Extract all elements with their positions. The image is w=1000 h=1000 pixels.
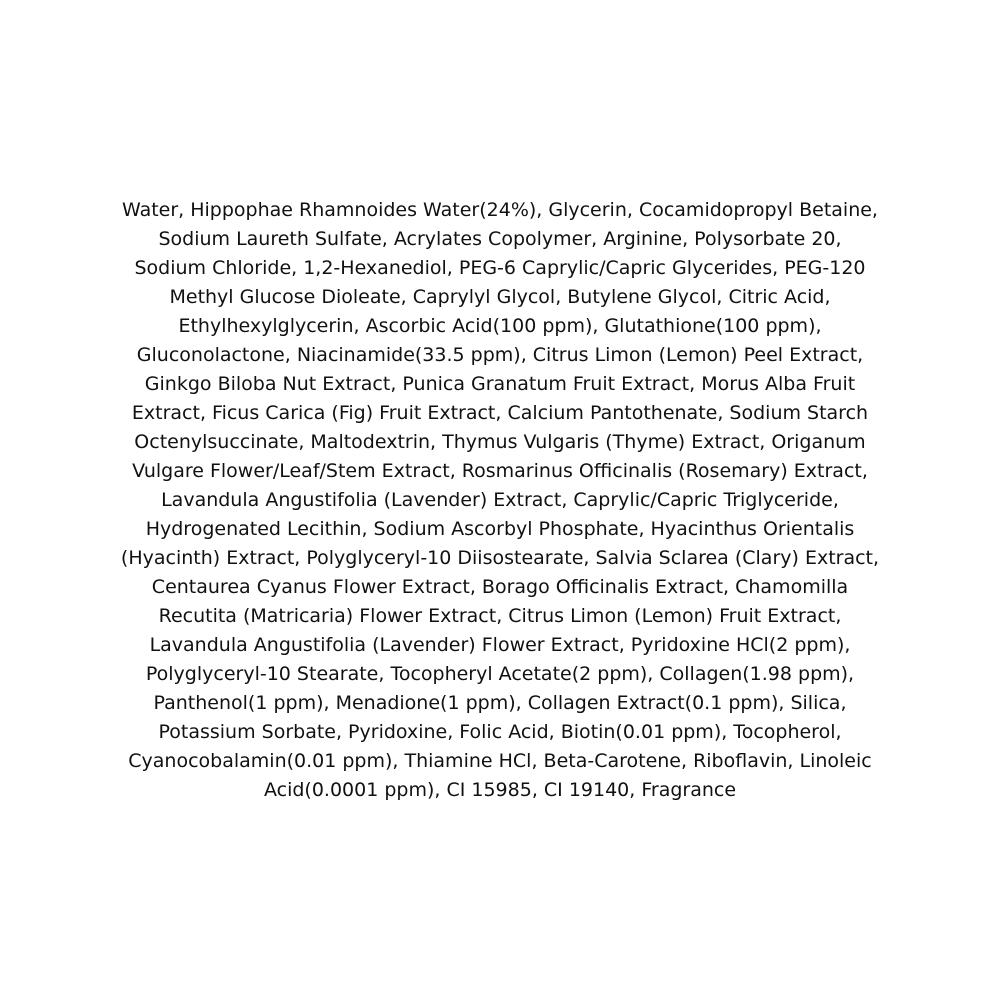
ingredient-line: Extract, Ficus Carica (Fig) Fruit Extract, Calcium Pantothenate, Sodium Starch — [131, 402, 869, 424]
ingredient-line: Vulgare Flower/Leaf/Stem Extract, Rosmarinus Officinalis (Rosemary) Extract, — [132, 460, 868, 482]
ingredient-line: Methyl Glucose Dioleate, Caprylyl Glycol, Butylene Glycol, Citric Acid, — [169, 286, 831, 308]
ingredient-line: Sodium Chloride, 1,2-Hexanediol, PEG-6 Caprylic/Capric Glycerides, PEG-120 — [134, 257, 866, 279]
ingredient-line: (Hyacinth) Extract, Polyglyceryl-10 Diisostearate, Salvia Sclarea (Clary) Extract, — [120, 547, 880, 569]
ingredient-line: Ethylhexylglycerin, Ascorbic Acid(100 ppm), Glutathione(100 ppm), — [178, 315, 822, 337]
ingredient-line: Panthenol(1 ppm), Menadione(1 ppm), Collagen Extract(0.1 ppm), Silica, — [153, 692, 847, 714]
ingredient-line: Centaurea Cyanus Flower Extract, Borago Officinalis Extract, Chamomilla — [151, 576, 849, 598]
ingredient-line: Lavandula Angustifolia (Lavender) Flower Extract, Pyridoxine HCl(2 ppm), — [149, 634, 851, 656]
ingredient-line: Acid(0.0001 ppm), CI 15985, CI 19140, Fragrance — [263, 779, 737, 801]
ingredients-list — [0, 196, 1000, 805]
ingredient-line: Lavandula Angustifolia (Lavender) Extract, Caprylic/Capric Triglyceride, — [161, 489, 839, 511]
ingredient-line: Sodium Laureth Sulfate, Acrylates Copolymer, Arginine, Polysorbate 20, — [158, 228, 842, 250]
ingredient-line: Water, Hippophae Rhamnoides Water(24%), Glycerin, Cocamidopropyl Betaine, — [122, 199, 878, 221]
ingredient-line: Potassium Sorbate, Pyridoxine, Folic Acid, Biotin(0.01 ppm), Tocopherol, — [158, 721, 842, 743]
ingredient-line: Octenylsuccinate, Maltodextrin, Thymus Vulgaris (Thyme) Extract, Origanum — [134, 431, 866, 453]
ingredient-line: Cyanocobalamin(0.01 ppm), Thiamine HCl, Beta-Carotene, Riboflavin, Linoleic — [128, 750, 872, 772]
ingredient-line: Hydrogenated Lecithin, Sodium Ascorbyl Phosphate, Hyacinthus Orientalis — [145, 518, 855, 540]
ingredient-line: Recutita (Matricaria) Flower Extract, Citrus Limon (Lemon) Fruit Extract, — [158, 605, 842, 627]
ingredient-line: Gluconolactone, Niacinamide(33.5 ppm), Citrus Limon (Lemon) Peel Extract, — [136, 344, 864, 366]
ingredient-line: Ginkgo Biloba Nut Extract, Punica Granatum Fruit Extract, Morus Alba Fruit — [144, 373, 856, 395]
ingredient-line: Polyglyceryl-10 Stearate, Tocopheryl Acetate(2 ppm), Collagen(1.98 ppm), — [145, 663, 855, 685]
